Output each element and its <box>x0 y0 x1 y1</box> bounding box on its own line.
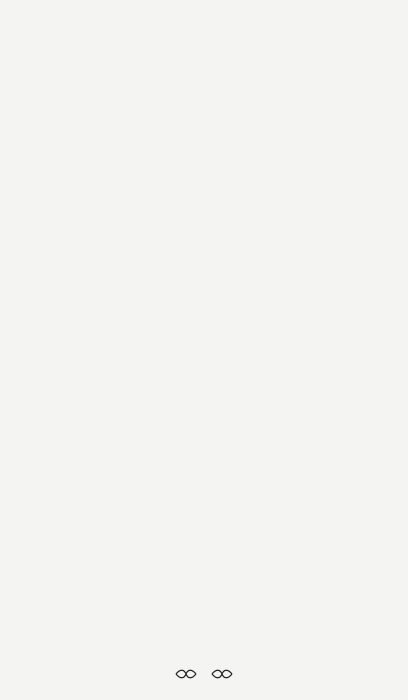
left-ornament-icon <box>174 668 198 680</box>
page-footer <box>0 668 408 680</box>
right-ornament-icon <box>210 668 234 680</box>
